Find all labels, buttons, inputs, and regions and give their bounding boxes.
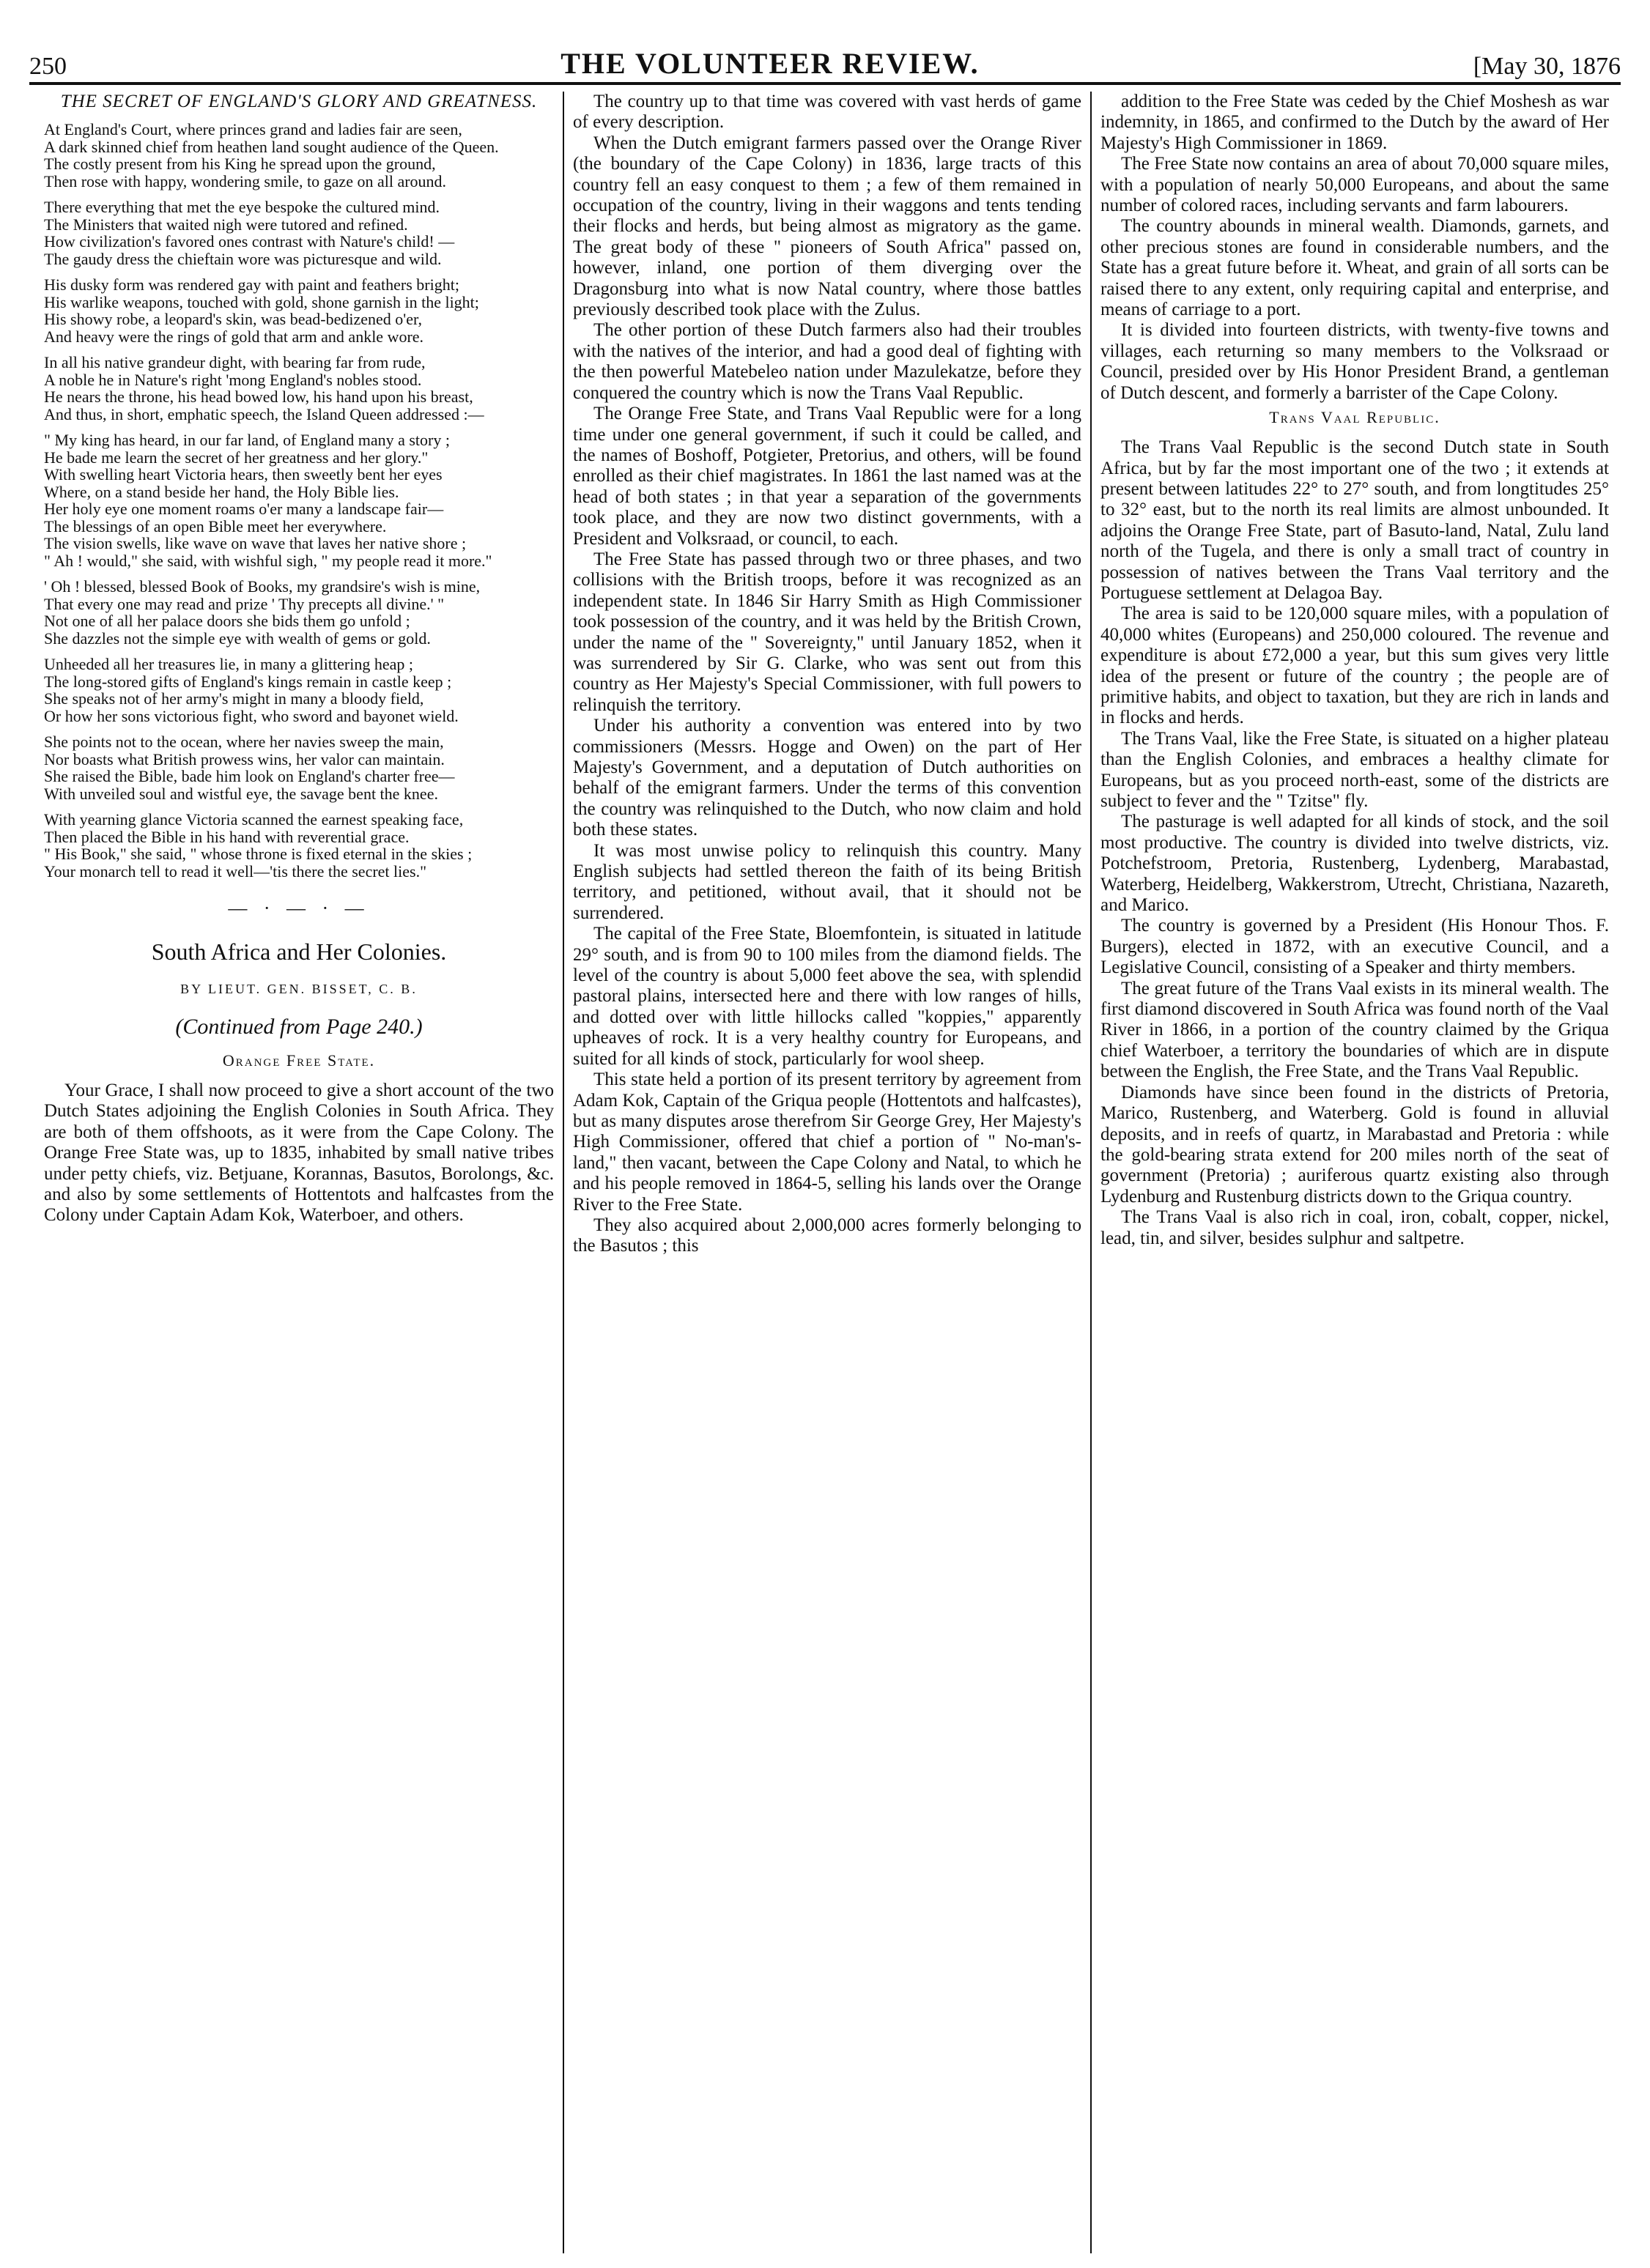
poem-line: A dark skinned chief from heathen land sought audience of the Queen. xyxy=(44,137,499,156)
poem-stanza xyxy=(44,733,554,802)
poem-line: At England's Court, where princes grand and ladies fair are seen, xyxy=(44,120,462,138)
page-header xyxy=(29,29,1621,81)
poem-line: With swelling heart Victoria hears, then sweetly bent her eyes xyxy=(44,465,443,483)
paragraph: Diamonds have since been found in the districts of Pretoria, Marico, Rustenberg, and Waterberg. Gold is found in alluvial deposits, and in reefs of quartz, in Marabastad and Pretoria : while the gold-bearing strata extend for 200 miles north of the seat of government (Pretoria) ; auriferous quartz existing also through Lydenburg and Rustenburg districts down to the Griqua country. xyxy=(1100,1082,1609,1207)
poem-line: He nears the throne, his head bowed low, his hand upon his breast, xyxy=(44,388,473,406)
poem-line: A noble he in Nature's right 'mong England's nobles stood. xyxy=(44,370,422,389)
poem-line: He bade me learn the secret of her greatness and her glory." xyxy=(44,448,429,467)
poem-body xyxy=(44,121,554,880)
publication-title: THE VOLUNTEER REVIEW. xyxy=(561,47,980,80)
poem-line: ' Oh ! blessed, blessed Book of Books, my grandsire's wish is mine, xyxy=(44,577,481,596)
poem-line: " Ah ! would," she said, with wishful sigh, " my people read it more." xyxy=(44,551,492,570)
paragraph: Your Grace, I shall now proceed to give a short account of the two Dutch States adjoining the English Colonies in South Africa. They are both of them offshoots, as it were from the Cape Colony. The Orange Free State was, up to 1835, inhabited by small native tribes under petty chiefs, viz. Betjuane, Korannas, Basutos, Borolongs, &c. and also by some settlements of Hottentots and halfcastes from the Colony under Captain Adam Kok, Waterboer, and others. xyxy=(44,1081,554,1226)
poem-line: And heavy were the rings of gold that arm and ankle wore. xyxy=(44,327,424,346)
poem-line: How civilization's favored ones contrast with Nature's child! — xyxy=(44,232,455,251)
poem-stanza xyxy=(44,199,554,267)
paragraph: It was most unwise policy to relinquish this country. Many English subjects had settled thereon the faith of its being British territory, and petitioned, without avail, that it should not be surrendered. xyxy=(573,840,1081,923)
poem-line: Her holy eye one moment roams o'er many a landscape fair— xyxy=(44,500,444,518)
poem-line: The blessings of an open Bible meet her everywhere. xyxy=(44,516,387,536)
poem-stanza xyxy=(44,121,554,190)
poem-line: Unheeded all her treasures lie, in many a glittering heap ; xyxy=(44,655,413,673)
page-number: 250 xyxy=(29,53,67,80)
paragraph: The country abounds in mineral wealth. Diamonds, garnets, and other precious stones are found in considerable numbers, and the State has a great future before it. Wheat, and grain of all sorts can be raised there to any extent, only requiring capital and enterprise, and means of carriage to a port. xyxy=(1100,216,1609,320)
article-byline: BY LIEUT. GEN. BISSET, C. B. xyxy=(180,982,418,996)
paragraph: The Trans Vaal Republic is the second Dutch state in South Africa, but by far the most important one of the two ; it extends at present between latitudes 22° to 27° south, and from longtitudes 25° to 32° east, but to the north its real limits are almost unbounded. It adjoins the Orange Free State, part of Basuto-land, Natal, Zulu land north of the Tugela, and there is only a small tract of country in possession of natives between the Trans Vaal territory and the Portuguese settlement at Delagoa Bay. xyxy=(1100,437,1609,603)
poem-line: With unveiled soul and wistful eye, the savage bent the knee. xyxy=(44,784,438,803)
paragraph: Under his authority a convention was entered into by two commissioners (Messrs. Hogge and Owen) on the part of Her Majesty's Government, and a deputation of Dutch authorities on behalf of the emigrant farmers. Under the terms of this convention the country was relinquished to the Dutch, who now claim and hold both these states. xyxy=(573,716,1081,840)
poem-line: His dusky form was rendered gay with paint and feathers bright; xyxy=(44,275,459,294)
poem-line: In all his native grandeur dight, with bearing far from rude, xyxy=(44,353,426,371)
issue-date: [May 30, 1876 xyxy=(1473,53,1621,80)
poem-stanza xyxy=(44,276,554,345)
continued-note: (Continued from Page 240.) xyxy=(175,1015,423,1039)
paragraph: The Trans Vaal is also rich in coal, iron, cobalt, copper, nickel, lead, tin, and silver, besides sulphur and saltpetre. xyxy=(1100,1207,1609,1248)
poem-line: With yearning glance Victoria scanned the earnest speaking face, xyxy=(44,810,464,829)
poem-line: The costly present from his King he spread upon the ground, xyxy=(44,155,436,173)
column-2 xyxy=(563,92,1090,2253)
poem-line: She points not to the ocean, where her navies sweep the main, xyxy=(44,733,444,751)
poem-line: She raised the Bible, bade him look on England's charter free— xyxy=(44,767,455,785)
poem-line: Or how her sons victorious fight, who sword and bayonet wield. xyxy=(44,706,459,725)
header-rule xyxy=(29,82,1621,85)
paragraph: The Trans Vaal, like the Free State, is situated on a higher plateau than the English Colonies, and embraces a healthy climate for Europeans, but as you proceed north-east, some of the districts are subject to fever and the " Tzitse" fly. xyxy=(1100,728,1609,811)
poem-line: The long-stored gifts of England's kings remain in castle keep ; xyxy=(44,672,452,691)
paragraph: The pasturage is well adapted for all kinds of stock, and the soil most productive. The country is divided into twelve districts, viz. Potchefstroom, Pretoria, Rustenberg, Lydenberg, Marabastad, Waterberg, Heidelberg, Wakkerstrom, Utrecht, Christiana, Nazareth, and Marico. xyxy=(1100,812,1609,916)
poem-line: There everything that met the eye bespoke the cultured mind. xyxy=(44,198,440,216)
poem-line: Where, on a stand beside her hand, the Holy Bible lies. xyxy=(44,482,399,501)
column-1-text xyxy=(44,1081,554,1226)
poem-title: THE SECRET OF ENGLAND'S GLORY AND GREATNESS. xyxy=(60,92,538,111)
poem-line: His warlike weapons, touched with gold, shone garnish in the light; xyxy=(44,292,479,311)
paragraph: The country up to that time was covered with vast herds of game of every description. xyxy=(573,92,1081,133)
paragraph: When the Dutch emigrant farmers passed over the Orange River (the boundary of the Cape Colony) in 1836, large tracts of this country fell an easy conquest to them ; a few of them remained in occupation of the country, living in their waggons and tents tending their flocks and herds, but being almost as migratory as the game. The great body of these " pioneers of South Africa" passed on, however, inland, one portion of them diverging over the Dragonsburg into what is now Natal country, where those battles previously described took place with the Zulus. xyxy=(573,133,1081,320)
poem-line: Then placed the Bible in his hand with reverential grace. xyxy=(44,827,410,846)
poem-line: Nor boasts what British prowess wins, her valor can maintain. xyxy=(44,749,445,768)
poem-line: The Ministers that waited nigh were tutored and refined. xyxy=(44,215,408,234)
paragraph: The country is governed by a President (His Honour Thos. F. Burgers), elected in 1872, with an executive Council, and a Legislative Council, consisting of a Speaker and thirty members. xyxy=(1100,916,1609,978)
poem-line: Your monarch tell to read it well—'tis there the secret lies." xyxy=(44,861,427,881)
column-2-text xyxy=(573,92,1081,1257)
poem-line: His showy robe, a leopard's skin, was bead-bedizened o'er, xyxy=(44,310,422,328)
paragraph: The Free State now contains an area of about 70,000 square miles, with a population of nearly 50,000 Europeans, and about the same number of colored races, including servants and farm labourers. xyxy=(1100,154,1609,216)
column-1 xyxy=(35,92,563,2253)
poem-line: That every one may read and prize ' Thy precepts all divine.' " xyxy=(44,594,445,613)
poem-line: The vision swells, like wave on wave that laves her native shore ; xyxy=(44,534,467,552)
paragraph: The Free State has passed through two or three phases, and two collisions with the British troops, before it was recognized as an independent state. In 1846 Sir Harry Smith as High Commissioner took possession of the country, and it was held by the British Crown, under the name of the " Sovereignty," until January 1852, when it was surrendered by Sir G. Clarke, who was sent out from this country as Her Majesty's Special Commissioner, with full powers to relinquish the territory. xyxy=(573,549,1081,715)
poem-stanza xyxy=(44,656,554,724)
paragraph: The great future of the Trans Vaal exists in its mineral wealth. The first diamond discovered in South Africa was found north of the Vaal River in 1866, in a portion of the country claimed by the Griqua chief Waterboer, a territory the boundaries of which are in dispute between the English, the Free State, and the Trans Vaal Republic. xyxy=(1100,978,1609,1082)
paragraph: The capital of the Free State, Bloemfontein, is situated in latitude 29° south, and is from 90 to 100 miles from the diamond fields. The level of the country is about 5,000 feet above the sea, with splendid pastoral plains, intersected here and there with low ranges of hills, and dotted over with little hillocks called "koppies," apparently upheaves of rock. It is a very healthy country for Europeans, and suited for all kinds of stock, particularly for wool sheep. xyxy=(573,924,1081,1069)
separator: — · — · — xyxy=(228,897,370,919)
paragraph: This state held a portion of its present territory by agreement from Adam Kok, Captain of the Griqua people (Hottentots and halfcastes), but as many disputes arose therefrom Sir George Grey, Her Majesty's High Commissioner, offered that chief a portion of " No-man's-land," then vacant, between the Cape Colony and Natal, to which he and his people removed in 1864-5, selling his lands over the Orange River to the Free State. xyxy=(573,1070,1081,1215)
poem-line: She speaks not of her army's might in many a bloody field, xyxy=(44,689,424,708)
columns xyxy=(35,92,1618,2253)
paragraph: The area is said to be 120,000 square miles, with a population of 40,000 whites (Europeans) and 250,000 coloured. The revenue and expenditure is about £72,000 a year, but this sum gives very little idea of the present or future of the country ; the people are of primitive habits, and object to taxation, but they are rich in lands and in flocks and herds. xyxy=(1100,604,1609,728)
poem-line: The gaudy dress the chieftain wore was picturesque and wild. xyxy=(44,249,442,268)
poem-line: Not one of all her palace doors she bids them go unfold ; xyxy=(44,612,410,630)
paragraph: They also acquired about 2,000,000 acres formerly belonging to the Basutos ; this xyxy=(573,1215,1081,1256)
article-title: South Africa and Her Colonies. xyxy=(151,938,447,965)
paragraph: addition to the Free State was ceded by the Chief Moshesh as war indemnity, in 1865, and confirmed to the Dutch by the award of Her Majesty's High Commissioner in 1869. xyxy=(1100,92,1609,153)
poem-stanza xyxy=(44,431,554,569)
paragraph: The Orange Free State, and Trans Vaal Republic were for a long time under one general government, if such it could be called, and the names of Boshoff, Potgieter, Pretorius, and others, will be found enrolled as their chief magistrates. In 1861 the last named was at the head of both states ; in that year a separation of the governments took place, and they are now two distinct governments, with a President and Volksraad, or council, to each. xyxy=(573,404,1081,549)
poem-line: " My king has heard, in our far land, of England many a story ; xyxy=(44,431,450,449)
poem-line: And thus, in short, emphatic speech, the Island Queen addressed :— xyxy=(44,404,484,423)
column-3 xyxy=(1090,92,1618,2253)
paragraph: It is divided into fourteen districts, with twenty-five towns and villages, each returning so many members to the Volksraad or Council, presided over by His Honor President Brand, a gentleman of Dutch descent, and formerly a barrister of the Cape Colony. xyxy=(1100,320,1609,403)
poem-stanza xyxy=(44,811,554,880)
paragraph: The other portion of these Dutch farmers also had their troubles with the natives of the interior, and had a good deal of fighting with the then powerful Matebeleo nation under Mazulekatze, before they conquered the country which is now the Trans Vaal Republic. xyxy=(573,320,1081,403)
column-3-text-b xyxy=(1100,437,1609,1249)
column-3-text-a xyxy=(1100,92,1609,404)
section-heading-orange-free-state: Orange Free State. xyxy=(222,1051,376,1070)
poem-line: She dazzles not the simple eye with wealth of gems or gold. xyxy=(44,629,431,648)
section-heading-trans-vaal: Trans Vaal Republic. xyxy=(1269,408,1440,427)
poem-line: " His Book," she said, " whose throne is fixed eternal in the skies ; xyxy=(44,845,473,863)
poem-line: Then rose with happy, wondering smile, to gaze on all around. xyxy=(44,171,447,190)
poem-stanza xyxy=(44,354,554,423)
poem-stanza xyxy=(44,578,554,647)
